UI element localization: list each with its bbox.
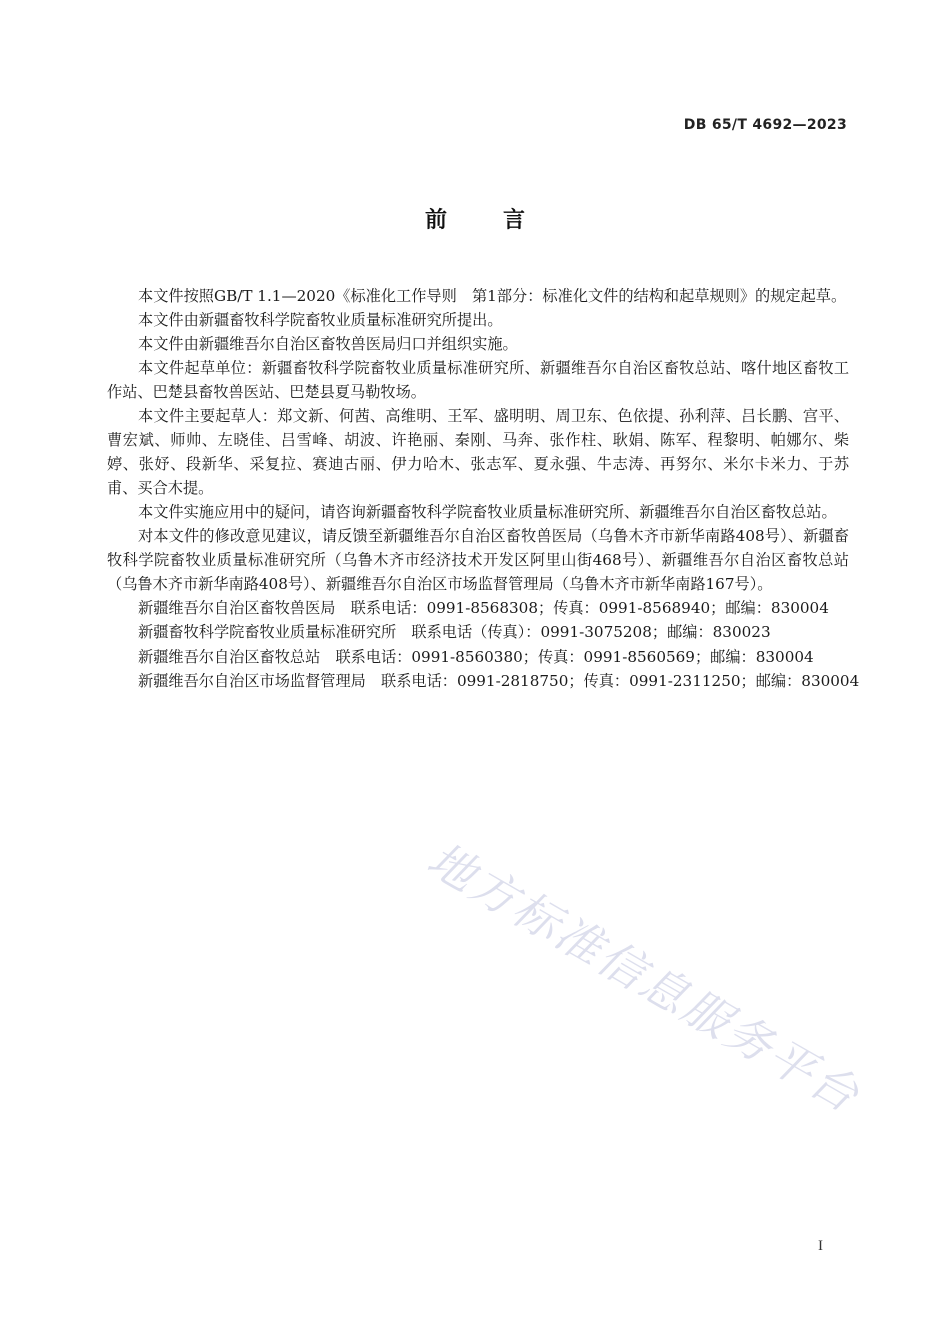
paragraph-drafting-basis: 本文件按照GB/T 1.1—2020《标准化工作导则 第1部分：标准化文件的结构和起草规则》的规定起草。 — [138, 287, 847, 305]
paragraph-drafting-units: 本文件起草单位：新疆畜牧科学院畜牧业质量标准研究所、新疆维吾尔自治区畜牧总站、喀什地区畜牧工作站、巴楚县畜牧兽医站、巴楚县夏马勒牧场。 — [107, 359, 849, 401]
paragraph-proposer: 本文件由新疆畜牧科学院畜牧业质量标准研究所提出。 — [138, 311, 503, 329]
contact-line: 新疆维吾尔自治区市场监督管理局 联系电话：0991-2818750；传真：0991-2311250；邮编：830004 — [138, 671, 860, 690]
contact-line: 新疆维吾尔自治区畜牧兽医局 联系电话：0991-8568308；传真：0991-8568940；邮编：830004 — [138, 599, 829, 617]
page-title: 前言 — [424, 208, 581, 233]
standard-code: DB 65/T 4692—2023 — [683, 117, 847, 133]
watermark: 地方标准信息服务平台 — [418, 831, 870, 1124]
contact-line: 新疆维吾尔自治区畜牧总站 联系电话：0991-8560380；传真：0991-8560569；邮编：830004 — [138, 647, 814, 666]
paragraph-drafters: 本文件主要起草人：郑文新、何茜、高维明、王军、盛明明、周卫东、色依提、孙利萍、吕长鹏、宫平、曹宏斌、师帅、左晓佳、吕雪峰、胡波、许艳丽、秦刚、马奔、张作柱、耿娟、陈军、程黎明、帕娜尔、柴婷、张妤、段新华、采复拉、赛迪古丽、伊力哈木、张志军、夏永强、牛志涛、再努尔、米尔卡米力、于苏甫、买合木提。 — [107, 407, 849, 497]
paragraph-feedback: 对本文件的修改意见建议，请反馈至新疆维吾尔自治区畜牧兽医局（乌鲁木齐市新华南路408号）、新疆畜牧科学院畜牧业质量标准研究所（乌鲁木齐市经济技术开发区阿里山街468号）、新疆维吾尔自治区畜牧总站（乌鲁木齐市新华南路408号）、新疆维吾尔自治区市场监督管理局（乌鲁木齐市新华南路167号）。 — [107, 527, 849, 593]
foreword-body — [107, 284, 860, 693]
contact-line: 新疆畜牧科学院畜牧业质量标准研究所 联系电话（传真）：0991-3075208；邮编：830023 — [138, 623, 771, 642]
paragraph-inquiries: 本文件实施应用中的疑问，请咨询新疆畜牧科学院畜牧业质量标准研究所、新疆维吾尔自治区畜牧总站。 — [138, 503, 837, 521]
paragraph-administrator: 本文件由新疆维吾尔自治区畜牧兽医局归口并组织实施。 — [138, 335, 518, 353]
page-number: I — [818, 1238, 823, 1254]
